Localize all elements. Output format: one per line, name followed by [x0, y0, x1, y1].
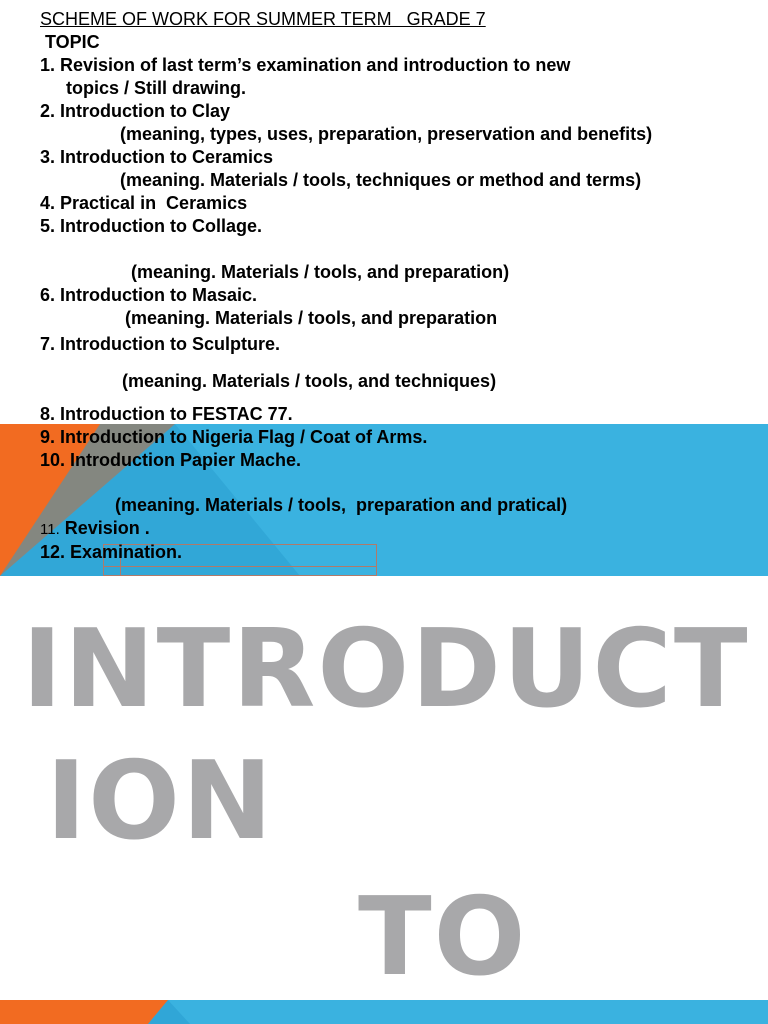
list-item: 3. Introduction to Ceramics — [40, 147, 274, 167]
list-item: 7. Introduction to Sculpture. — [40, 334, 280, 354]
list-item — [40, 517, 740, 541]
list-item-detail: (meaning. Materials / tools, and techniques) — [122, 371, 497, 391]
list-item-detail: topics / Still drawing. — [66, 78, 247, 98]
list-number: 11. — [40, 521, 60, 538]
slide-title-line-1: INTRODUCT — [22, 607, 750, 732]
list-item: 8. Introduction to FESTAC 77. — [40, 404, 293, 424]
list-item-detail: (meaning. Materials / tools, and preparation — [125, 308, 498, 328]
scheme-of-work — [40, 8, 740, 564]
footer-band — [0, 1000, 768, 1024]
list-item: 5. Introduction to Collage. — [40, 216, 262, 236]
list-item: 1. Revision of last term’s examination and introduction to new — [40, 55, 571, 75]
list-item-detail: (meaning, types, uses, preparation, preservation and benefits) — [120, 124, 653, 144]
topic-heading: TOPIC — [45, 32, 100, 52]
list-item: 6. Introduction to Masaic. — [40, 285, 258, 305]
footer-shapes — [0, 1000, 768, 1024]
list-item: 12. Examination. — [40, 542, 183, 562]
list-item: 2. Introduction to Clay — [40, 101, 231, 121]
slide-title-line-2: ION — [46, 739, 275, 864]
list-item: 9. Introduction to Nigeria Flag / Coat of Arms. — [40, 427, 428, 447]
list-item: 10. Introduction Papier Mache. — [40, 450, 302, 470]
list-item-text: Revision . — [64, 518, 150, 538]
list-item-detail: (meaning. Materials / tools, and preparation) — [131, 262, 510, 282]
list-item: 4. Practical in Ceramics — [40, 193, 248, 213]
slide-title-line-3: TO — [358, 875, 528, 1000]
list-item-detail: (meaning. Materials / tools, techniques or method and terms) — [120, 170, 642, 190]
list-item-detail: (meaning. Materials / tools, preparation and pratical) — [115, 495, 568, 515]
document-title: SCHEME OF WORK FOR SUMMER TERM GRADE 7 — [40, 9, 486, 29]
